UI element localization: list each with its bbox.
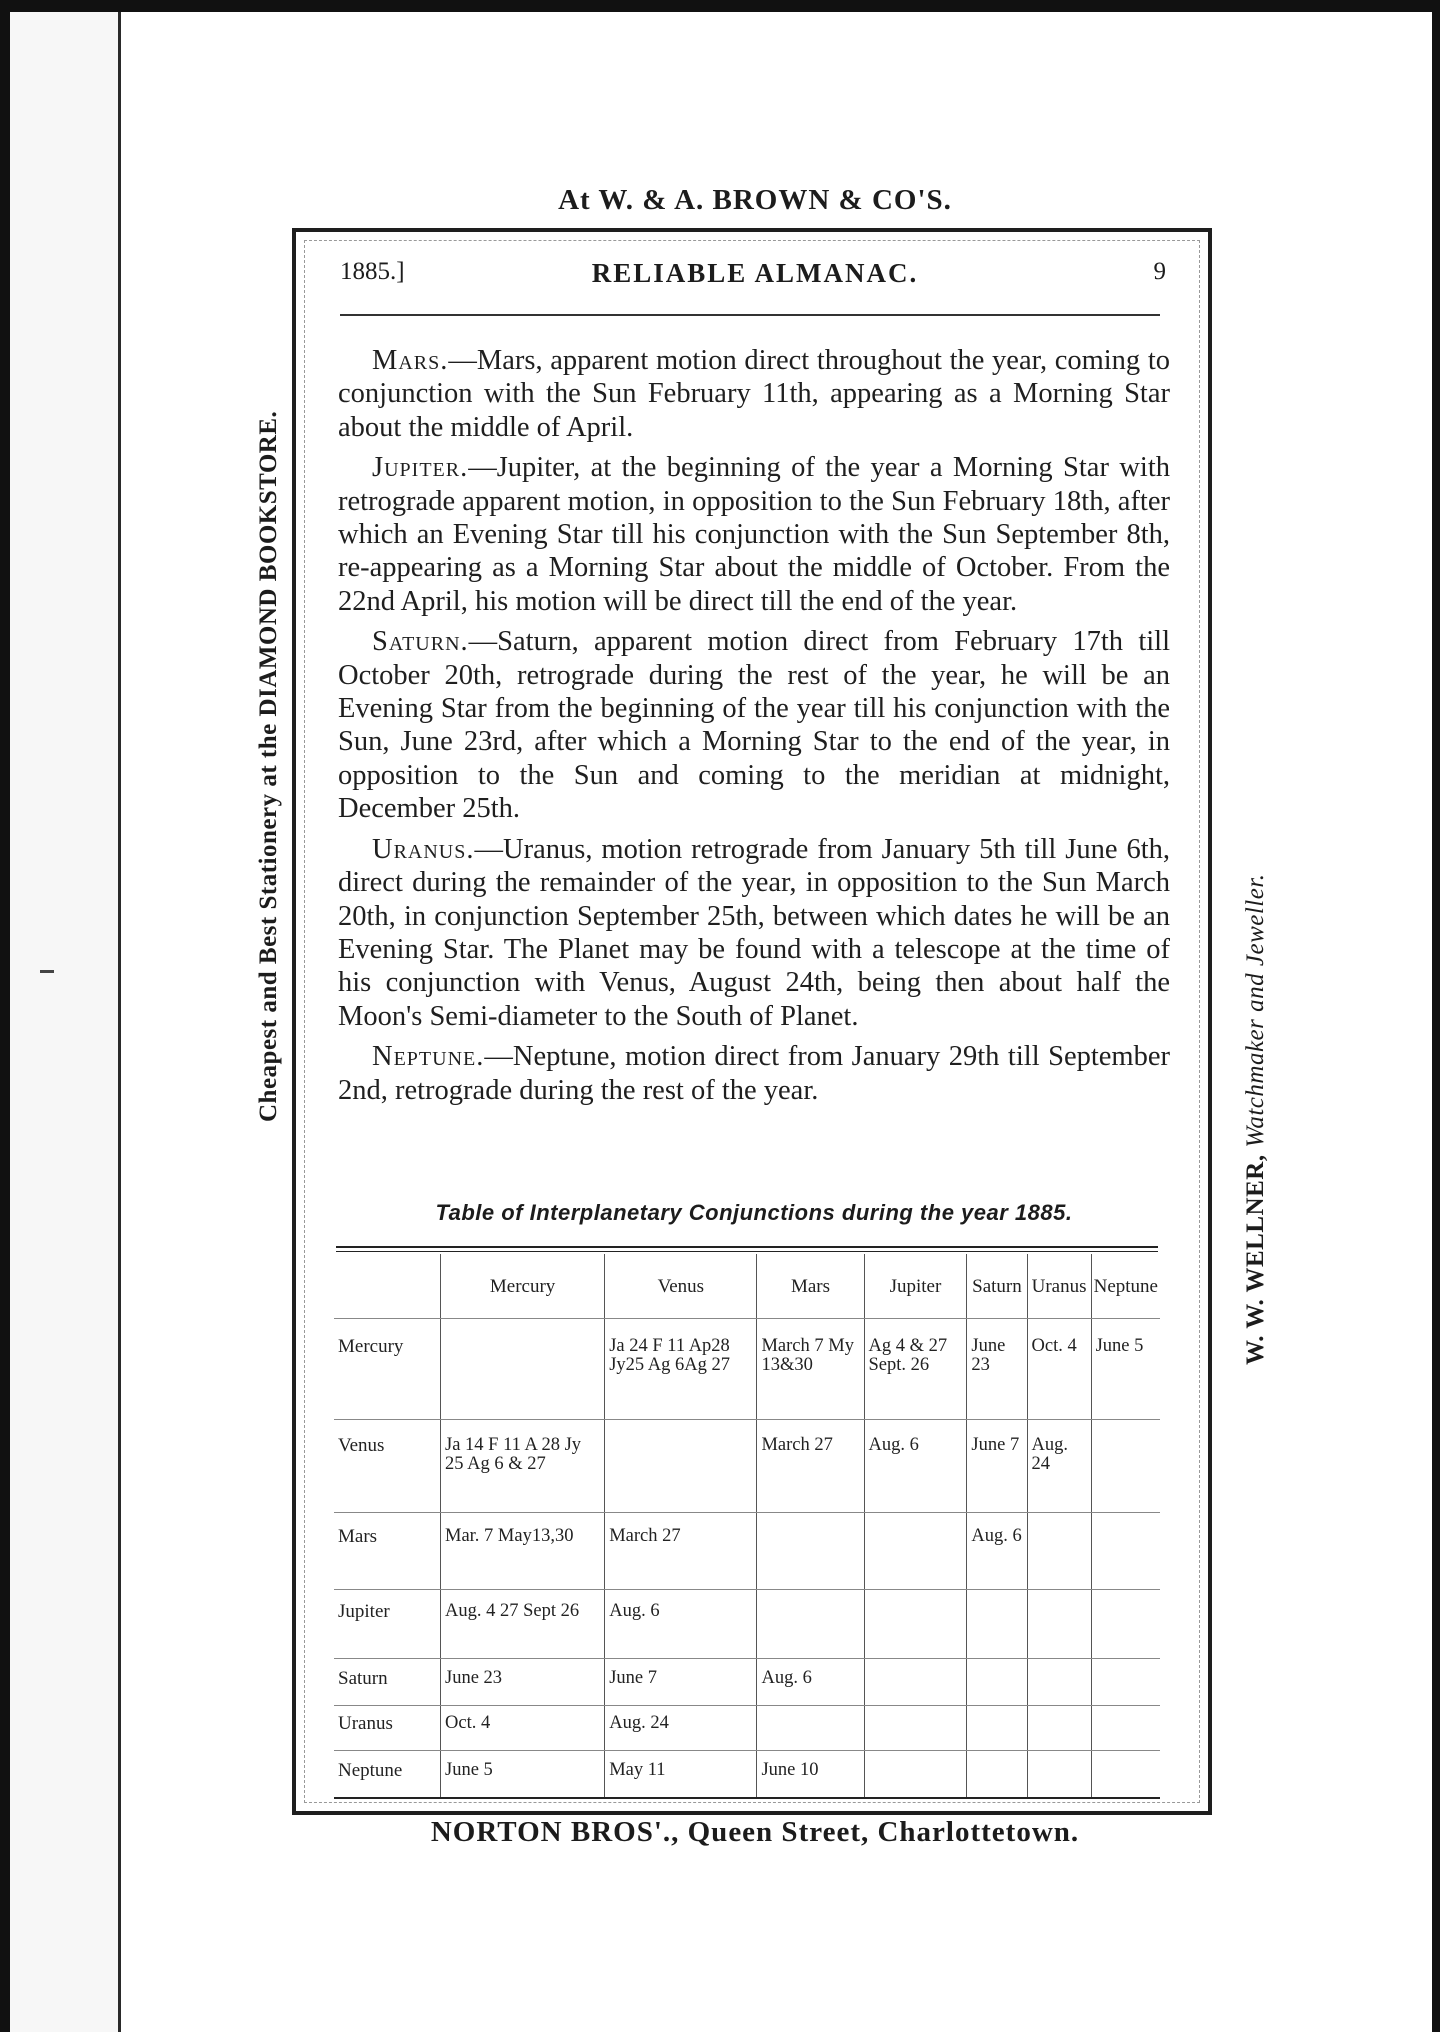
table-cell — [967, 1706, 1027, 1751]
table-cell — [1027, 1513, 1091, 1590]
table-cell — [864, 1590, 967, 1659]
table-header-cell: Mars — [757, 1254, 864, 1319]
paragraph-lead: Neptune. — [372, 1041, 485, 1073]
table-row — [334, 1420, 1160, 1513]
facing-page-edge — [10, 12, 121, 2032]
conjunctions-table — [334, 1254, 1160, 1799]
paragraph-text: —Mars, apparent motion direct throughout the year, coming to conjunction with the Sun February 11th, appearing as a Morning Star about the middle of April. — [338, 345, 1170, 443]
table-row — [334, 1751, 1160, 1799]
paragraph-lead: Uranus. — [372, 833, 475, 865]
body-text — [338, 344, 1170, 1114]
row-planet: Venus — [334, 1420, 441, 1513]
table-cell — [1091, 1590, 1160, 1659]
table-cell — [757, 1706, 864, 1751]
paragraph-saturn — [338, 625, 1170, 825]
table-cell: Oct. 4 — [441, 1706, 605, 1751]
table-cell — [864, 1751, 967, 1799]
scan-right-edge — [1432, 0, 1440, 2032]
paragraph-uranus — [338, 833, 1170, 1033]
table-header-cell: Mercury — [441, 1254, 605, 1319]
table-header-cell: Jupiter — [864, 1254, 967, 1319]
table-cell: Aug. 6 — [864, 1420, 967, 1513]
paragraph-text: —Uranus, motion retrograde from January 5th till June 6th, direct during the remainder of the year, in opposition to the Sun March 20th, in conjunction September 25th, between which dates he will be an Evening Star. The Planet may be found with a telescope at the time of his conjunction with Venus, August 24th, being then about half the Moon's Semi-diameter to the South of Planet. — [338, 833, 1170, 1032]
table-cell: June 5 — [1091, 1319, 1160, 1420]
table-cell — [864, 1659, 967, 1706]
table-cell — [1091, 1513, 1160, 1590]
table-header-row — [334, 1254, 1160, 1319]
table-cell: June 23 — [967, 1319, 1027, 1420]
table-cell — [864, 1513, 967, 1590]
table-cell: Aug. 4 27 Sept 26 — [441, 1590, 605, 1659]
table-top-rule-thin — [336, 1251, 1158, 1252]
table-cell: May 11 — [605, 1751, 757, 1799]
scan-top-edge — [0, 0, 1440, 12]
table-cell: Aug. 6 — [757, 1659, 864, 1706]
table-cell: March 27 — [757, 1420, 864, 1513]
table-header-cell: Venus — [605, 1254, 757, 1319]
advert-top: At W. & A. BROWN & CO'S. — [558, 184, 952, 216]
table-cell — [441, 1319, 605, 1420]
table-cell: Aug. 6 — [605, 1590, 757, 1659]
header-title: RELIABLE ALMANAC. — [591, 258, 919, 288]
paragraph-mars — [338, 344, 1170, 444]
table-row — [334, 1659, 1160, 1706]
paragraph-lead: Mars. — [372, 345, 449, 376]
facing-page-mark — [40, 970, 54, 973]
advert-left-vertical: Cheapest and Best Stationery at the DIAMOND BOOKSTORE. — [255, 410, 282, 1122]
table-cell: June 23 — [441, 1659, 605, 1706]
row-planet: Jupiter — [334, 1590, 441, 1659]
row-planet: Saturn — [334, 1659, 441, 1706]
advert-right-vertical — [1242, 873, 1270, 1365]
table-cell — [757, 1590, 864, 1659]
row-planet: Neptune — [334, 1751, 441, 1799]
table-header-cell — [334, 1254, 441, 1319]
paragraph-text: —Saturn, apparent motion direct from February 17th till October 20th, retrograde during the rest of the year, he will be an Evening Star from the beginning of the year till his conjunction with the Sun, June 23rd, after which a Morning Star to the end of the year, in opposition to the Sun and coming to the meridian at midnight, December 25th. — [338, 626, 1170, 825]
table-cell — [967, 1751, 1027, 1799]
paragraph-lead: Saturn. — [372, 626, 469, 658]
table-row — [334, 1513, 1160, 1590]
table-cell: Ja 14 F 11 A 28 Jy 25 Ag 6 & 27 — [441, 1420, 605, 1513]
table-cell — [864, 1706, 967, 1751]
paragraph-text: —Jupiter, at the beginning of the year a Morning Star with retrograde apparent motion, in opposition to the Sun February 18th, after which an Evening Star till his conjunction with the Sun September 8th, re-appearing as a Morning Star about the middle of October. From the 22nd April, his motion will be direct till the end of the year. — [338, 452, 1170, 617]
row-planet: Mercury — [334, 1319, 441, 1420]
table-cell — [1091, 1751, 1160, 1799]
table-cell: Aug. 24 — [1027, 1420, 1091, 1513]
row-planet: Mars — [334, 1513, 441, 1590]
table-cell: Aug. 24 — [605, 1706, 757, 1751]
table-cell — [605, 1420, 757, 1513]
table-cell — [1027, 1751, 1091, 1799]
paragraph-text: —Neptune, motion direct from January 29th till September 2nd, retrograde during the rest of the year. — [338, 1041, 1170, 1106]
table-cell: March 27 — [605, 1513, 757, 1590]
table-cell: June 5 — [441, 1751, 605, 1799]
table-header-cell: Neptune — [1091, 1254, 1160, 1319]
table-cell — [1091, 1420, 1160, 1513]
table-cell — [1091, 1659, 1160, 1706]
table-cell: Oct. 4 — [1027, 1319, 1091, 1420]
paragraph-lead: Jupiter. — [372, 452, 469, 484]
table-header-cell: Saturn — [967, 1254, 1027, 1319]
scan-left-edge — [0, 0, 10, 2032]
running-header — [340, 258, 1170, 300]
table-cell: Mar. 7 May13,30 — [441, 1513, 605, 1590]
advert-bottom: NORTON BROS'., Queen Street, Charlottetown. — [430, 1816, 1080, 1848]
table-cell — [1027, 1706, 1091, 1751]
table-top-rule — [336, 1246, 1158, 1248]
header-year: 1885.] — [340, 258, 405, 285]
table-cell: Aug. 6 — [967, 1513, 1027, 1590]
table-cell: Ja 24 F 11 Ap28 Jy25 Ag 6Ag 27 — [605, 1319, 757, 1420]
paragraph-neptune — [338, 1040, 1170, 1107]
paragraph-jupiter — [338, 451, 1170, 618]
table-cell — [1091, 1706, 1160, 1751]
table-row — [334, 1706, 1160, 1751]
table-cell: June 7 — [605, 1659, 757, 1706]
table-cell — [757, 1513, 864, 1590]
table-cell — [1027, 1590, 1091, 1659]
header-rule — [340, 314, 1160, 316]
table-row — [334, 1319, 1160, 1420]
table-caption: Table of Interplanetary Conjunctions during the year 1885. — [435, 1200, 1073, 1225]
table-header-cell: Uranus — [1027, 1254, 1091, 1319]
header-page-number: 9 — [1153, 258, 1166, 285]
advert-right-trade: Watchmaker and Jeweller. — [1242, 873, 1269, 1148]
table-cell: March 7 My 13&30 — [757, 1319, 864, 1420]
row-planet: Uranus — [334, 1706, 441, 1751]
table-row — [334, 1590, 1160, 1659]
advert-right-name: W. W. WELLNER, — [1242, 1154, 1269, 1365]
table-cell: Ag 4 & 27 Sept. 26 — [864, 1319, 967, 1420]
table-cell — [1027, 1659, 1091, 1706]
table-cell: June 10 — [757, 1751, 864, 1799]
table-cell: June 7 — [967, 1420, 1027, 1513]
table-cell — [967, 1659, 1027, 1706]
table-cell — [967, 1590, 1027, 1659]
